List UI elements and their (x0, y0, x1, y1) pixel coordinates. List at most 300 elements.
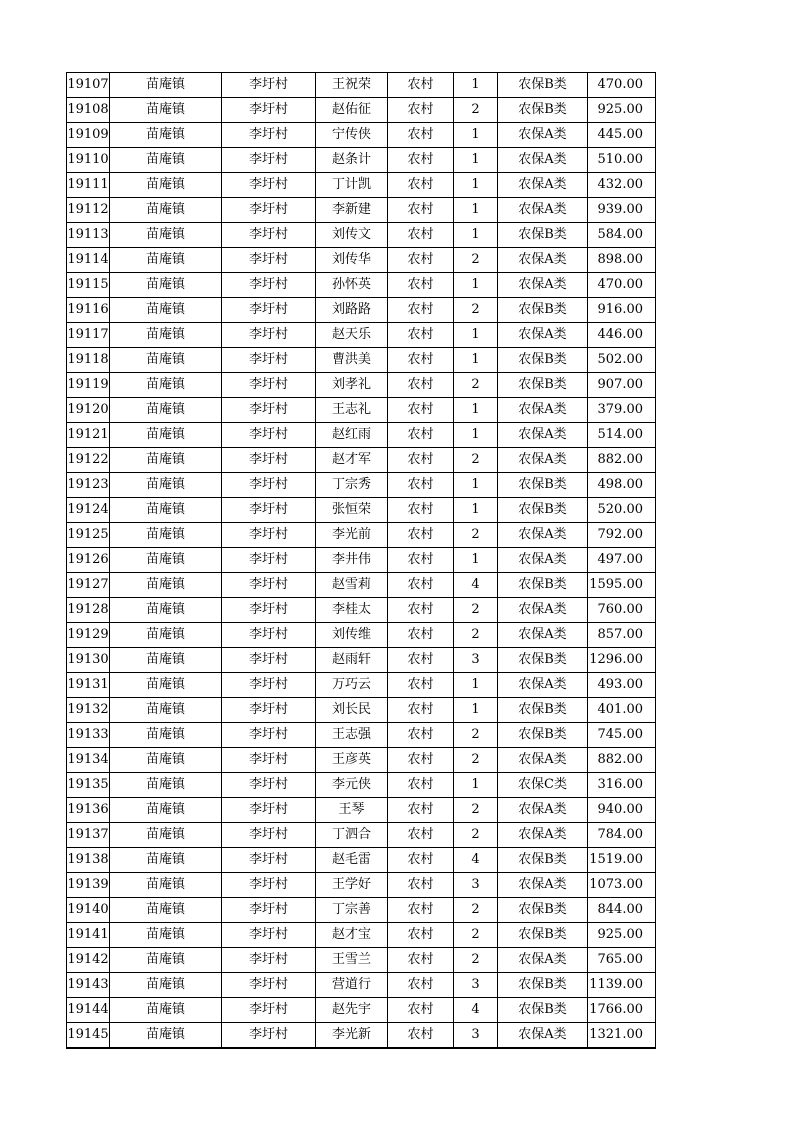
town-cell: 苗庵镇 (110, 548, 222, 573)
village-cell: 李圩村 (222, 998, 316, 1023)
residence-type-cell: 农村 (388, 98, 454, 123)
insurance-category-cell: 农保B类 (498, 723, 588, 748)
id-cell: 19120 (67, 398, 110, 423)
residence-type-cell: 农村 (388, 1023, 454, 1049)
residence-type-cell: 农村 (388, 548, 454, 573)
id-cell: 19125 (67, 523, 110, 548)
amount-cell: 497.00 (588, 548, 656, 573)
name-cell: 张恒荣 (316, 498, 388, 523)
name-cell: 赵天乐 (316, 323, 388, 348)
village-cell: 李圩村 (222, 823, 316, 848)
amount-cell: 514.00 (588, 423, 656, 448)
id-cell: 19114 (67, 248, 110, 273)
id-cell: 19111 (67, 173, 110, 198)
roster-table-body (67, 73, 656, 1049)
household-count-cell: 2 (454, 898, 498, 923)
household-count-cell: 1 (454, 673, 498, 698)
town-cell: 苗庵镇 (110, 723, 222, 748)
name-cell: 李井伟 (316, 548, 388, 573)
table-row (67, 648, 656, 673)
id-cell: 19128 (67, 598, 110, 623)
name-cell: 丁泗合 (316, 823, 388, 848)
table-row (67, 98, 656, 123)
residence-type-cell: 农村 (388, 898, 454, 923)
household-count-cell: 1 (454, 773, 498, 798)
residence-type-cell: 农村 (388, 948, 454, 973)
table-row (67, 123, 656, 148)
name-cell: 宁传侠 (316, 123, 388, 148)
town-cell: 苗庵镇 (110, 423, 222, 448)
town-cell: 苗庵镇 (110, 448, 222, 473)
household-count-cell: 4 (454, 998, 498, 1023)
household-count-cell: 2 (454, 248, 498, 273)
town-cell: 苗庵镇 (110, 398, 222, 423)
amount-cell: 520.00 (588, 498, 656, 523)
residence-type-cell: 农村 (388, 248, 454, 273)
amount-cell: 1595.00 (588, 573, 656, 598)
name-cell: 赵佑征 (316, 98, 388, 123)
id-cell: 19122 (67, 448, 110, 473)
town-cell: 苗庵镇 (110, 498, 222, 523)
household-count-cell: 3 (454, 1023, 498, 1049)
id-cell: 19123 (67, 473, 110, 498)
town-cell: 苗庵镇 (110, 523, 222, 548)
amount-cell: 907.00 (588, 373, 656, 398)
village-cell: 李圩村 (222, 623, 316, 648)
village-cell: 李圩村 (222, 773, 316, 798)
residence-type-cell: 农村 (388, 723, 454, 748)
name-cell: 李光新 (316, 1023, 388, 1049)
town-cell: 苗庵镇 (110, 148, 222, 173)
household-count-cell: 2 (454, 598, 498, 623)
town-cell: 苗庵镇 (110, 373, 222, 398)
village-cell: 李圩村 (222, 73, 316, 98)
village-cell: 李圩村 (222, 673, 316, 698)
id-cell: 19145 (67, 1023, 110, 1049)
insurance-category-cell: 农保A类 (498, 273, 588, 298)
amount-cell: 1073.00 (588, 873, 656, 898)
name-cell: 赵才军 (316, 448, 388, 473)
amount-cell: 502.00 (588, 348, 656, 373)
town-cell: 苗庵镇 (110, 748, 222, 773)
town-cell: 苗庵镇 (110, 998, 222, 1023)
id-cell: 19115 (67, 273, 110, 298)
table-row (67, 598, 656, 623)
household-count-cell: 3 (454, 973, 498, 998)
town-cell: 苗庵镇 (110, 198, 222, 223)
id-cell: 19126 (67, 548, 110, 573)
residence-type-cell: 农村 (388, 798, 454, 823)
town-cell: 苗庵镇 (110, 248, 222, 273)
amount-cell: 493.00 (588, 673, 656, 698)
town-cell: 苗庵镇 (110, 323, 222, 348)
household-count-cell: 2 (454, 748, 498, 773)
residence-type-cell: 农村 (388, 423, 454, 448)
amount-cell: 1296.00 (588, 648, 656, 673)
town-cell: 苗庵镇 (110, 648, 222, 673)
residence-type-cell: 农村 (388, 173, 454, 198)
id-cell: 19131 (67, 673, 110, 698)
id-cell: 19142 (67, 948, 110, 973)
residence-type-cell: 农村 (388, 448, 454, 473)
insurance-category-cell: 农保B类 (498, 923, 588, 948)
town-cell: 苗庵镇 (110, 873, 222, 898)
id-cell: 19127 (67, 573, 110, 598)
town-cell: 苗庵镇 (110, 898, 222, 923)
residence-type-cell: 农村 (388, 273, 454, 298)
residence-type-cell: 农村 (388, 823, 454, 848)
household-count-cell: 1 (454, 123, 498, 148)
village-cell: 李圩村 (222, 98, 316, 123)
household-count-cell: 1 (454, 223, 498, 248)
amount-cell: 316.00 (588, 773, 656, 798)
household-count-cell: 2 (454, 723, 498, 748)
table-row (67, 348, 656, 373)
town-cell: 苗庵镇 (110, 573, 222, 598)
table-row (67, 973, 656, 998)
insurance-category-cell: 农保A类 (498, 248, 588, 273)
insurance-category-cell: 农保A类 (498, 173, 588, 198)
town-cell: 苗庵镇 (110, 73, 222, 98)
name-cell: 赵先宇 (316, 998, 388, 1023)
table-row (67, 173, 656, 198)
insurance-category-cell: 农保B类 (498, 998, 588, 1023)
name-cell: 刘路路 (316, 298, 388, 323)
amount-cell: 446.00 (588, 323, 656, 348)
household-count-cell: 1 (454, 348, 498, 373)
id-cell: 19133 (67, 723, 110, 748)
insurance-category-cell: 农保A类 (498, 123, 588, 148)
town-cell: 苗庵镇 (110, 273, 222, 298)
table-row (67, 423, 656, 448)
household-count-cell: 1 (454, 198, 498, 223)
id-cell: 19118 (67, 348, 110, 373)
insurance-category-cell: 农保A类 (498, 323, 588, 348)
insurance-category-cell: 农保B类 (498, 298, 588, 323)
amount-cell: 584.00 (588, 223, 656, 248)
town-cell: 苗庵镇 (110, 623, 222, 648)
amount-cell: 882.00 (588, 748, 656, 773)
table-row (67, 998, 656, 1023)
village-cell: 李圩村 (222, 198, 316, 223)
insurance-category-cell: 农保B类 (498, 698, 588, 723)
town-cell: 苗庵镇 (110, 1023, 222, 1049)
residence-type-cell: 农村 (388, 773, 454, 798)
id-cell: 19130 (67, 648, 110, 673)
amount-cell: 844.00 (588, 898, 656, 923)
village-cell: 李圩村 (222, 698, 316, 723)
insurance-category-cell: 农保B类 (498, 973, 588, 998)
name-cell: 王志强 (316, 723, 388, 748)
table-row (67, 1023, 656, 1049)
name-cell: 王彦英 (316, 748, 388, 773)
amount-cell: 857.00 (588, 623, 656, 648)
household-count-cell: 1 (454, 173, 498, 198)
name-cell: 赵红雨 (316, 423, 388, 448)
insurance-category-cell: 农保C类 (498, 773, 588, 798)
table-row (67, 948, 656, 973)
village-cell: 李圩村 (222, 973, 316, 998)
table-row (67, 248, 656, 273)
village-cell: 李圩村 (222, 423, 316, 448)
id-cell: 19143 (67, 973, 110, 998)
amount-cell: 379.00 (588, 398, 656, 423)
residence-type-cell: 农村 (388, 473, 454, 498)
village-cell: 李圩村 (222, 323, 316, 348)
name-cell: 王学好 (316, 873, 388, 898)
name-cell: 李桂太 (316, 598, 388, 623)
village-cell: 李圩村 (222, 348, 316, 373)
name-cell: 丁宗善 (316, 898, 388, 923)
name-cell: 营道行 (316, 973, 388, 998)
village-cell: 李圩村 (222, 123, 316, 148)
village-cell: 李圩村 (222, 898, 316, 923)
name-cell: 万巧云 (316, 673, 388, 698)
residence-type-cell: 农村 (388, 398, 454, 423)
residence-type-cell: 农村 (388, 923, 454, 948)
name-cell: 赵雪莉 (316, 573, 388, 598)
residence-type-cell: 农村 (388, 598, 454, 623)
insurance-category-cell: 农保A类 (498, 873, 588, 898)
insurance-category-cell: 农保A类 (498, 148, 588, 173)
residence-type-cell: 农村 (388, 373, 454, 398)
residence-type-cell: 农村 (388, 623, 454, 648)
village-cell: 李圩村 (222, 923, 316, 948)
table-row (67, 498, 656, 523)
insurance-category-cell: 农保B类 (498, 348, 588, 373)
table-row (67, 773, 656, 798)
amount-cell: 745.00 (588, 723, 656, 748)
town-cell: 苗庵镇 (110, 223, 222, 248)
table-row (67, 298, 656, 323)
household-count-cell: 2 (454, 923, 498, 948)
residence-type-cell: 农村 (388, 848, 454, 873)
name-cell: 丁计凯 (316, 173, 388, 198)
amount-cell: 401.00 (588, 698, 656, 723)
household-count-cell: 1 (454, 73, 498, 98)
name-cell: 赵毛雷 (316, 848, 388, 873)
table-row (67, 823, 656, 848)
id-cell: 19132 (67, 698, 110, 723)
residence-type-cell: 农村 (388, 523, 454, 548)
town-cell: 苗庵镇 (110, 673, 222, 698)
id-cell: 19119 (67, 373, 110, 398)
town-cell: 苗庵镇 (110, 598, 222, 623)
id-cell: 19113 (67, 223, 110, 248)
name-cell: 丁宗秀 (316, 473, 388, 498)
id-cell: 19138 (67, 848, 110, 873)
name-cell: 王志礼 (316, 398, 388, 423)
insurance-category-cell: 农保A类 (498, 748, 588, 773)
table-row (67, 798, 656, 823)
insurance-category-cell: 农保A类 (498, 423, 588, 448)
table-row (67, 698, 656, 723)
amount-cell: 445.00 (588, 123, 656, 148)
id-cell: 19137 (67, 823, 110, 848)
household-count-cell: 1 (454, 398, 498, 423)
insurance-category-cell: 农保B类 (498, 373, 588, 398)
household-count-cell: 2 (454, 298, 498, 323)
village-cell: 李圩村 (222, 298, 316, 323)
table-row (67, 373, 656, 398)
insurance-category-cell: 农保A类 (498, 598, 588, 623)
id-cell: 19136 (67, 798, 110, 823)
village-cell: 李圩村 (222, 523, 316, 548)
village-cell: 李圩村 (222, 648, 316, 673)
residence-type-cell: 农村 (388, 873, 454, 898)
id-cell: 19134 (67, 748, 110, 773)
amount-cell: 1766.00 (588, 998, 656, 1023)
residence-type-cell: 农村 (388, 73, 454, 98)
insurance-category-cell: 农保B类 (498, 498, 588, 523)
town-cell: 苗庵镇 (110, 473, 222, 498)
insurance-category-cell: 农保B类 (498, 573, 588, 598)
insurance-category-cell: 农保A类 (498, 673, 588, 698)
insurance-category-cell: 农保A类 (498, 548, 588, 573)
table-row (67, 223, 656, 248)
id-cell: 19117 (67, 323, 110, 348)
town-cell: 苗庵镇 (110, 848, 222, 873)
village-cell: 李圩村 (222, 173, 316, 198)
table-row (67, 73, 656, 98)
village-cell: 李圩村 (222, 373, 316, 398)
village-cell: 李圩村 (222, 473, 316, 498)
town-cell: 苗庵镇 (110, 948, 222, 973)
table-row (67, 873, 656, 898)
town-cell: 苗庵镇 (110, 348, 222, 373)
table-row (67, 148, 656, 173)
id-cell: 19139 (67, 873, 110, 898)
table-row (67, 473, 656, 498)
amount-cell: 925.00 (588, 923, 656, 948)
household-count-cell: 2 (454, 448, 498, 473)
amount-cell: 1321.00 (588, 1023, 656, 1049)
table-row (67, 748, 656, 773)
household-count-cell: 2 (454, 623, 498, 648)
town-cell: 苗庵镇 (110, 798, 222, 823)
town-cell: 苗庵镇 (110, 923, 222, 948)
id-cell: 19135 (67, 773, 110, 798)
name-cell: 曹洪美 (316, 348, 388, 373)
amount-cell: 784.00 (588, 823, 656, 848)
name-cell: 李新建 (316, 198, 388, 223)
id-cell: 19129 (67, 623, 110, 648)
household-count-cell: 1 (454, 323, 498, 348)
table-row (67, 548, 656, 573)
insurance-category-cell: 农保B类 (498, 223, 588, 248)
name-cell: 刘孝礼 (316, 373, 388, 398)
amount-cell: 470.00 (588, 273, 656, 298)
residence-type-cell: 农村 (388, 648, 454, 673)
insurance-category-cell: 农保A类 (498, 198, 588, 223)
amount-cell: 760.00 (588, 598, 656, 623)
residence-type-cell: 农村 (388, 298, 454, 323)
residence-type-cell: 农村 (388, 998, 454, 1023)
table-row (67, 848, 656, 873)
residence-type-cell: 农村 (388, 698, 454, 723)
residence-type-cell: 农村 (388, 123, 454, 148)
insurance-category-cell: 农保A类 (498, 823, 588, 848)
town-cell: 苗庵镇 (110, 173, 222, 198)
village-cell: 李圩村 (222, 1023, 316, 1049)
village-cell: 李圩村 (222, 498, 316, 523)
insurance-category-cell: 农保B类 (498, 73, 588, 98)
household-count-cell: 2 (454, 98, 498, 123)
household-count-cell: 2 (454, 523, 498, 548)
insurance-category-cell: 农保B类 (498, 898, 588, 923)
id-cell: 19108 (67, 98, 110, 123)
village-cell: 李圩村 (222, 723, 316, 748)
amount-cell: 939.00 (588, 198, 656, 223)
town-cell: 苗庵镇 (110, 123, 222, 148)
village-cell: 李圩村 (222, 548, 316, 573)
household-count-cell: 2 (454, 373, 498, 398)
town-cell: 苗庵镇 (110, 973, 222, 998)
name-cell: 赵雨轩 (316, 648, 388, 673)
residence-type-cell: 农村 (388, 198, 454, 223)
name-cell: 孙怀英 (316, 273, 388, 298)
village-cell: 李圩村 (222, 248, 316, 273)
id-cell: 19141 (67, 923, 110, 948)
village-cell: 李圩村 (222, 273, 316, 298)
insurance-category-cell: 农保B类 (498, 98, 588, 123)
table-row (67, 198, 656, 223)
town-cell: 苗庵镇 (110, 98, 222, 123)
table-row (67, 323, 656, 348)
id-cell: 19144 (67, 998, 110, 1023)
town-cell: 苗庵镇 (110, 698, 222, 723)
village-cell: 李圩村 (222, 948, 316, 973)
amount-cell: 792.00 (588, 523, 656, 548)
amount-cell: 925.00 (588, 98, 656, 123)
amount-cell: 498.00 (588, 473, 656, 498)
table-row (67, 573, 656, 598)
name-cell: 王雪兰 (316, 948, 388, 973)
household-count-cell: 2 (454, 798, 498, 823)
amount-cell: 432.00 (588, 173, 656, 198)
village-cell: 李圩村 (222, 448, 316, 473)
roster-table (66, 72, 656, 1049)
amount-cell: 1139.00 (588, 973, 656, 998)
household-count-cell: 2 (454, 948, 498, 973)
residence-type-cell: 农村 (388, 673, 454, 698)
table-row (67, 523, 656, 548)
name-cell: 李元侠 (316, 773, 388, 798)
name-cell: 李光前 (316, 523, 388, 548)
village-cell: 李圩村 (222, 873, 316, 898)
name-cell: 王祝荣 (316, 73, 388, 98)
household-count-cell: 1 (454, 423, 498, 448)
amount-cell: 1519.00 (588, 848, 656, 873)
household-count-cell: 4 (454, 573, 498, 598)
residence-type-cell: 农村 (388, 323, 454, 348)
name-cell: 刘长民 (316, 698, 388, 723)
residence-type-cell: 农村 (388, 573, 454, 598)
insurance-category-cell: 农保A类 (498, 398, 588, 423)
id-cell: 19140 (67, 898, 110, 923)
amount-cell: 765.00 (588, 948, 656, 973)
amount-cell: 470.00 (588, 73, 656, 98)
insurance-category-cell: 农保A类 (498, 1023, 588, 1049)
household-count-cell: 1 (454, 548, 498, 573)
residence-type-cell: 农村 (388, 223, 454, 248)
residence-type-cell: 农村 (388, 973, 454, 998)
household-count-cell: 1 (454, 473, 498, 498)
table-row (67, 723, 656, 748)
amount-cell: 898.00 (588, 248, 656, 273)
village-cell: 李圩村 (222, 748, 316, 773)
insurance-category-cell: 农保A类 (498, 798, 588, 823)
